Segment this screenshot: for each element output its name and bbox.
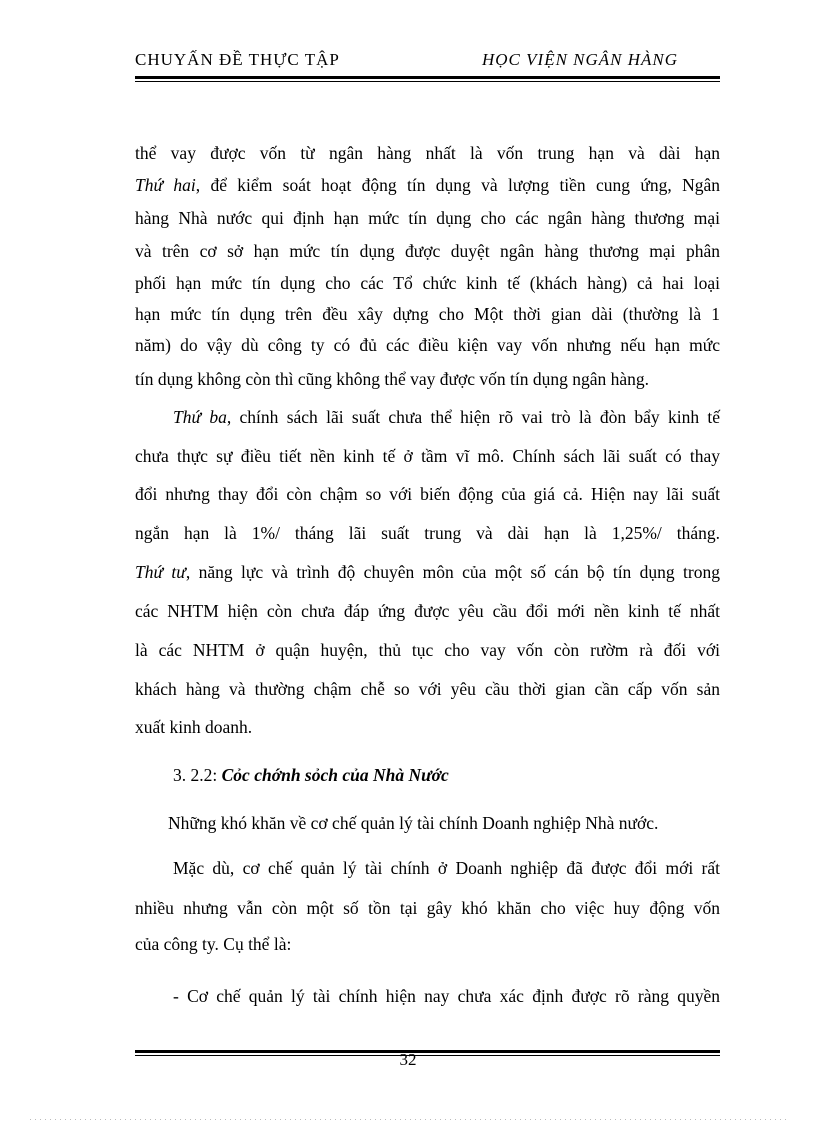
text-run: , năng lực và trình độ chuyên môn của một số cán bộ tín dụng trong — [185, 562, 721, 582]
header-rule-thick — [135, 76, 720, 79]
text-run: , chính sách lãi suất chưa thể hiện rõ vai trò là đòn bẩy kinh tế — [226, 407, 721, 427]
page-header — [135, 50, 720, 72]
text-line: của công ty. Cụ thể là: — [135, 934, 292, 954]
text-line: năm) do vậy dù công ty có đủ các điều kiện vay vốn nhưng nếu hạn mức — [135, 335, 720, 355]
text-line: thể vay được vốn từ ngân hàng nhất là vốn trung hạn và dài hạn — [135, 143, 720, 163]
text-line: hạn mức tín dụng trên đều xây dựng cho Một thời gian dài (thường là 1 — [135, 304, 720, 324]
page-bottom-dotted-border — [30, 1119, 790, 1120]
text-line: Mặc dù, cơ chế quản lý tài chính ở Doanh nghiệp đã được đổi mới rất — [173, 858, 720, 878]
text-line: khách hàng và thường chậm chễ so với yêu cầu thời gian cần cấp vốn sản — [135, 679, 720, 699]
text-line: là các NHTM ở quận huyện, thủ tục cho vay vốn còn rườm rà đối với — [135, 640, 720, 660]
page-number: 32 — [399, 1050, 417, 1069]
text-line — [173, 405, 720, 429]
text-line: hàng Nhà nước qui định hạn mức tín dụng cho các ngân hàng thương mại — [135, 208, 720, 228]
text-line — [173, 763, 720, 787]
emphasis-thu-ba: Thứ ba — [173, 407, 227, 427]
text-line: các NHTM hiện còn chưa đáp ứng được yêu cầu đổi mới nền kinh tế nhất — [135, 601, 720, 621]
header-rule-thin — [135, 81, 720, 82]
text-line: xuất kinh doanh. — [135, 717, 253, 737]
section-number: 3. 2.2: — [173, 765, 222, 785]
text-line: phối hạn mức tín dụng cho các Tổ chức kinh tế (khách hàng) cả hai loại — [135, 273, 720, 293]
text-line: Những khó khăn về cơ chế quản lý tài chính Doanh nghiệp Nhà nước. — [168, 813, 659, 833]
text-line: nhiều nhưng vẫn còn một số tồn tại gây khó khăn cho việc huy động vốn — [135, 898, 720, 918]
header-right-title: HỌC VIỆN NGÂN HÀNG — [482, 50, 679, 69]
section-title: Cỏc chớnh sỏch của Nhà Nước — [221, 765, 449, 785]
text-line: chưa thực sự điều tiết nền kinh tế ở tầm vĩ mô. Chính sách lãi suất có thay — [135, 446, 720, 466]
text-run: , để kiểm soát hoạt động tín dụng và lượng tiền cung ứng, Ngân — [195, 175, 720, 195]
text-line: ngắn hạn là 1%/ tháng lãi suất trung và dài hạn là 1,25%/ tháng. — [135, 523, 720, 543]
emphasis-thu-hai: Thứ hai — [135, 175, 196, 195]
text-line: - Cơ chế quản lý tài chính hiện nay chưa xác định được rõ ràng quyền — [173, 986, 720, 1006]
emphasis-thu-tu: Thứ tư — [135, 562, 186, 582]
text-line — [135, 560, 720, 584]
text-line — [135, 173, 720, 197]
text-line: đổi nhưng thay đổi còn chậm so với biến động của giá cả. Hiện nay lãi suất — [135, 484, 720, 504]
text-line: và trên cơ sở hạn mức tín dụng được duyệt ngân hàng thương mại phân — [135, 241, 720, 261]
text-line: tín dụng không còn thì cũng không thể vay được vốn tín dụng ngân hàng. — [135, 369, 650, 389]
header-left-title: CHUYẤN ĐỀ THỰC TẬP — [135, 50, 340, 69]
